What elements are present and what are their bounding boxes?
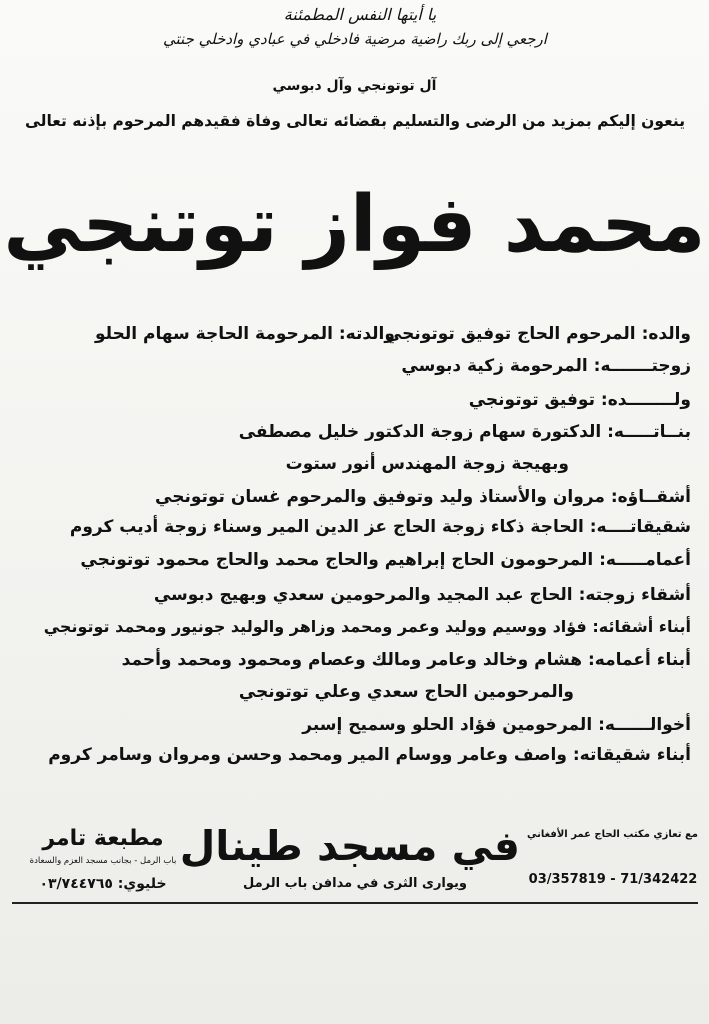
mother-line bbox=[95, 322, 395, 346]
relatives-row bbox=[385, 322, 691, 346]
relative-value: المرحوم الحاج توفيق توتونجي bbox=[384, 324, 636, 344]
relative-label: أعمامـــــه: bbox=[599, 550, 691, 570]
relatives-row bbox=[239, 680, 574, 704]
section-divider bbox=[12, 902, 698, 904]
relative-value: المرحومة زكية دبوسي bbox=[401, 356, 588, 376]
relatives-row bbox=[302, 713, 691, 737]
quran-verse-line-2: ارجعي إلى ربك راضية مرضية فادخلي في عبادي وادخلي جنتي bbox=[163, 30, 547, 48]
relatives-row bbox=[155, 485, 691, 509]
relative-label: بنــاتـــــه: bbox=[607, 422, 691, 442]
relative-label: والده: bbox=[641, 324, 691, 344]
funeral-prayer-line-2 bbox=[0, 792, 709, 816]
relative-value: المرحومين فؤاد الحلو وسميح إسبر bbox=[302, 715, 593, 735]
burial-place: ويوارى الثرى في مدافن باب الرمل bbox=[242, 876, 468, 891]
mosque-name: في مسجد طينال bbox=[179, 822, 520, 870]
relative-value: وبهيجة زوجة المهندس أنور ستوت bbox=[285, 454, 569, 474]
relatives-row bbox=[122, 648, 691, 672]
printer-name: مطبعة تامر bbox=[42, 826, 164, 851]
relative-label: أبناء أشقائه: bbox=[592, 617, 691, 636]
relative-value: المرحومون الحاج إبراهيم والحاج محمد والحاج محمود توتونجي bbox=[80, 550, 594, 570]
relative-label: أشقاء زوجته: bbox=[578, 585, 691, 605]
relatives-row bbox=[154, 583, 691, 607]
relatives-row bbox=[70, 515, 691, 539]
funeral-prayer-line-1 bbox=[0, 768, 709, 794]
relatives-row bbox=[44, 615, 691, 639]
relatives-row bbox=[469, 388, 691, 412]
quran-verse-line-1: يا أيتها النفس المطمئنة bbox=[283, 5, 437, 24]
relatives-row bbox=[80, 548, 691, 572]
relative-label: أبناء شقيقاته: bbox=[572, 745, 691, 765]
relatives-row bbox=[286, 452, 569, 476]
office-condolences: مع تعازي مكتب الحاج عمر الأفغاني bbox=[527, 829, 698, 840]
relatives-row bbox=[48, 743, 691, 767]
relatives-row bbox=[239, 420, 691, 444]
relative-value: فؤاد ووسيم ووليد وعمر ومحمد وزاهر والوليد جونيور ومحمد توتونجي bbox=[43, 617, 587, 636]
office-phones: 03/357819 - 71/342422 bbox=[528, 872, 698, 887]
relative-label: ولــــــــده: bbox=[600, 390, 691, 410]
relative-label: أخوالــــــه: bbox=[598, 715, 691, 735]
relative-value: مروان والأستاذ وليد وتوفيق والمرحوم غسان توتونجي bbox=[155, 487, 605, 507]
relative-label: شقيقاتــــه: bbox=[589, 517, 691, 537]
relative-label: أبناء أعمامه: bbox=[588, 650, 691, 670]
relative-value: واصف وعامر ووسام المير ومحمد وحسن ومروان وسامر كروم bbox=[48, 745, 567, 765]
relative-value: توفيق توتونجي bbox=[468, 390, 595, 410]
mother-value: المرحومة الحاجة سهام الحلو bbox=[95, 324, 333, 344]
printer-address: باب الرمل - بجانب مسجد العزم والسعادة bbox=[29, 856, 177, 866]
relatives-row bbox=[401, 354, 691, 378]
family-names: آل توتونجي وآل دبوسي bbox=[272, 78, 437, 94]
relative-value: الحاج عبد المجيد والمرحومين سعدي وبهيج دبوسي bbox=[153, 585, 573, 605]
announcement-intro: ينعون إليكم بمزيد من الرضى والتسليم بقضائه تعالى وفاة فقيدهم المرحوم بإذنه تعالى bbox=[24, 112, 686, 130]
relative-value: هشام وخالد وعامر ومالك وعصام ومحمود ومحمد وأحمد bbox=[121, 650, 583, 670]
relative-value: الدكتورة سهام زوجة الدكتور خليل مصطفى bbox=[238, 422, 602, 442]
relative-value: والمرحومين الحاج سعدي وعلي توتونجي bbox=[238, 682, 574, 702]
relative-value: الحاجة ذكاء زوجة الحاج عز الدين المير وسناء زوجة أديب كروم bbox=[69, 517, 584, 537]
printer-phone: خليوي: ٠٣/٧٤٤٧٦٥ bbox=[39, 876, 167, 892]
deceased-name: محمد فواز توتنجي bbox=[3, 180, 706, 270]
relative-label: أشقــاؤه: bbox=[610, 487, 691, 507]
relative-label: زوجتـــــــه: bbox=[593, 356, 691, 376]
mother-label: والدته: bbox=[338, 324, 395, 344]
